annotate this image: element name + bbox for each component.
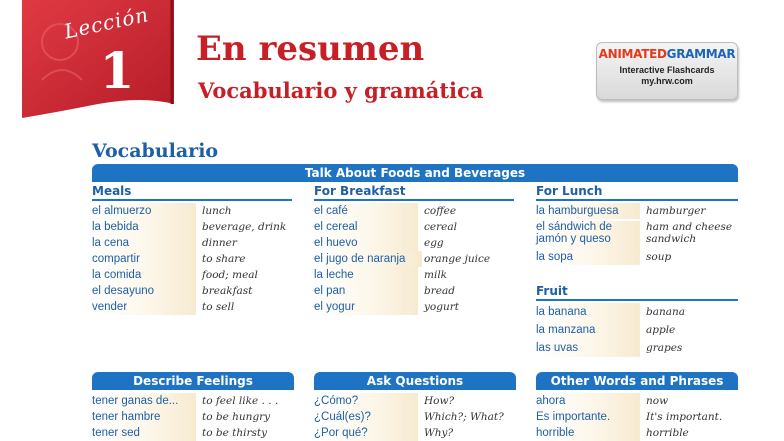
- list-item: compartir to share: [92, 253, 246, 265]
- page-subtitle: Vocabulario y gramática: [198, 78, 484, 103]
- list-item: el café coffee: [314, 205, 457, 217]
- section-heading: Vocabulario: [92, 140, 219, 162]
- list-item: la banana banana: [536, 303, 685, 321]
- list-item: la sopa soup: [536, 251, 672, 263]
- list-item: el jugo de naranja orange juice: [314, 253, 491, 265]
- list-item: tener sed to be thirsty: [92, 427, 268, 439]
- list-item: ¿Cuál(es)? Which?; What?: [314, 411, 504, 423]
- list-item: Es importante. It's important.: [536, 411, 723, 423]
- breakfast-rule: [314, 199, 514, 201]
- lesson-label: Lección: [62, 2, 151, 44]
- list-item: el almuerzo lunch: [92, 205, 232, 217]
- flashcards-badge[interactable]: [596, 42, 738, 100]
- other-list: [536, 393, 722, 441]
- meals-list: [92, 203, 286, 315]
- meals-rule: [92, 199, 292, 201]
- fruit-heading: Fruit: [536, 284, 568, 298]
- breakfast-heading: For Breakfast: [314, 184, 406, 198]
- list-item: el yogur yogurt: [314, 301, 459, 313]
- list-item: el huevo egg: [314, 237, 444, 249]
- list-item: tener hambre to be hungry: [92, 411, 271, 423]
- list-item: el sándwich de jamón y queso ham and cheese sandwich: [536, 219, 738, 249]
- feelings-bar: Describe Feelings: [92, 372, 294, 390]
- badge-logo: ANIMATEDGRAMMAR: [598, 47, 736, 61]
- questions-list: [314, 393, 504, 441]
- fruit-list: [536, 303, 685, 357]
- lesson-banner: [22, 0, 174, 118]
- other-bar: Other Words and Phrases: [536, 372, 738, 390]
- list-item: la manzana apple: [536, 321, 685, 339]
- foods-bar: Talk About Foods and Beverages: [92, 164, 738, 182]
- list-item: la leche milk: [314, 269, 448, 281]
- list-item: el desayuno breakfast: [92, 285, 253, 297]
- lunch-rule: [536, 199, 738, 201]
- list-item: el pan bread: [314, 285, 455, 297]
- list-item: la bebida beverage, drink: [92, 221, 287, 233]
- list-item: tener ganas de... to feel like . . .: [92, 395, 279, 407]
- badge-url[interactable]: my.hrw.com: [641, 76, 693, 86]
- list-item: ahora now: [536, 395, 669, 407]
- questions-bar: Ask Questions: [314, 372, 516, 390]
- feelings-list: [92, 393, 278, 441]
- fruit-rule: [536, 299, 738, 301]
- list-item: ¿Por qué? Why?: [314, 427, 454, 439]
- list-item: horrible horrible: [536, 427, 689, 439]
- badge-text: Interactive Flashcards: [619, 65, 715, 75]
- list-item: la comida food; meal: [92, 269, 258, 281]
- list-item: el cereal cereal: [314, 221, 457, 233]
- lesson-number: 1: [99, 41, 135, 100]
- lunch-list: [536, 203, 738, 265]
- page-title: En resumen: [196, 29, 425, 69]
- meals-heading: Meals: [92, 184, 132, 198]
- list-item: ¿Cómo? How?: [314, 395, 455, 407]
- list-item: vender to sell: [92, 301, 235, 313]
- list-item: la hamburguesa hamburger: [536, 205, 706, 217]
- breakfast-list: [314, 203, 490, 315]
- list-item: las uvas grapes: [536, 339, 685, 357]
- list-item: la cena dinner: [92, 237, 237, 249]
- lunch-heading: For Lunch: [536, 184, 603, 198]
